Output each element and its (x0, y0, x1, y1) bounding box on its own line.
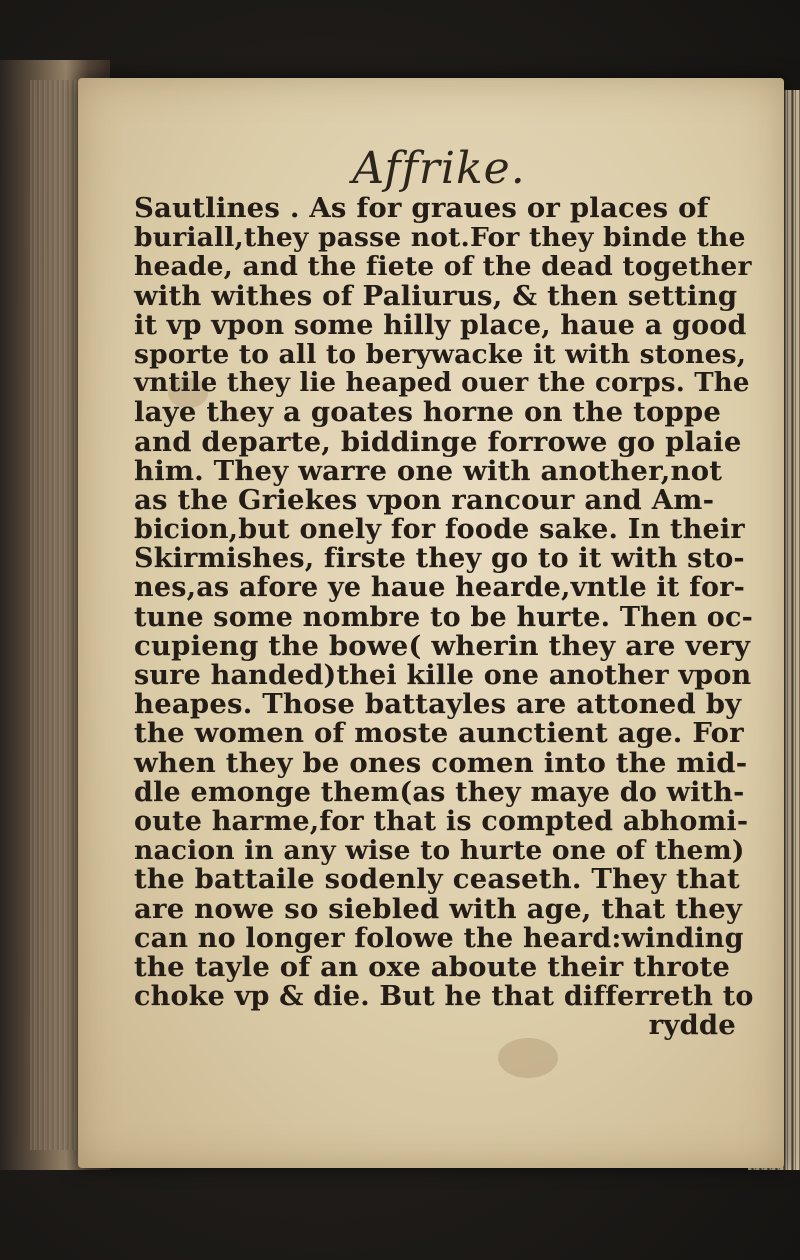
text-line: are nowe so siebled with age, that they (134, 892, 743, 925)
catchword: rydde (648, 1009, 736, 1042)
text-line: the battaile sodenly ceaseth. They that (134, 863, 740, 896)
text-line: oute harme,for that is compted abhomi- (134, 805, 749, 837)
text-line: laye they a goates horne on the toppe (134, 396, 722, 429)
text-line: it vp vpon some hilly place, haue a good (134, 309, 747, 341)
text-line: nacion in any wise to hurte one of them) (134, 835, 745, 867)
running-head: Affrike. (352, 143, 526, 194)
text-line: with withes of Paliurus, & then setting (134, 279, 738, 312)
text-line: nes,as afore ye haue hearde,vntle it for- (134, 572, 746, 604)
book-page (78, 78, 784, 1168)
text-line: heapes. Those battayles are attoned by (134, 688, 742, 721)
text-line: him. They warre one with another,not (134, 454, 723, 487)
text-line: bicion,but onely for foode sake. In their (134, 514, 745, 546)
text-line: heade, and the fiete of the dead together (134, 251, 752, 283)
body-text (134, 194, 754, 1040)
text-line: can no longer folowe the heard:winding (134, 922, 744, 954)
text-line: dle emonge them(as they maye do with- (134, 776, 745, 808)
text-line: buriall,they passe not.For they binde the (134, 222, 746, 254)
text-line: Skirmishes, firste they go to it with sto- (134, 543, 745, 575)
text-line: the women of moste aunctient age. For (134, 717, 744, 750)
text-line: the tayle of an oxe aboute their throte (134, 950, 731, 983)
text-line: when they be ones comen into the mid- (134, 746, 748, 779)
text-line: sure handed)thei kille one another vpon (134, 660, 752, 691)
text-line: choke vp & die. But he that differreth to (134, 981, 754, 1013)
text-line: cupieng the bowe( wherin they are very (134, 629, 751, 662)
text-line: Sautlines . As for graues or places of (134, 192, 709, 224)
text-line: vntile they lie heaped ouer the corps. The (134, 368, 750, 399)
text-line: sporte to all to berywacke it with stones, (134, 338, 747, 370)
text-line: and departe, biddinge forrowe go plaie (134, 425, 742, 458)
page-content (114, 78, 764, 1168)
text-line: tune some nombre to be hurte. Then oc- (134, 601, 754, 633)
text-line: as the Griekes vpon rancour and Am- (134, 483, 715, 516)
